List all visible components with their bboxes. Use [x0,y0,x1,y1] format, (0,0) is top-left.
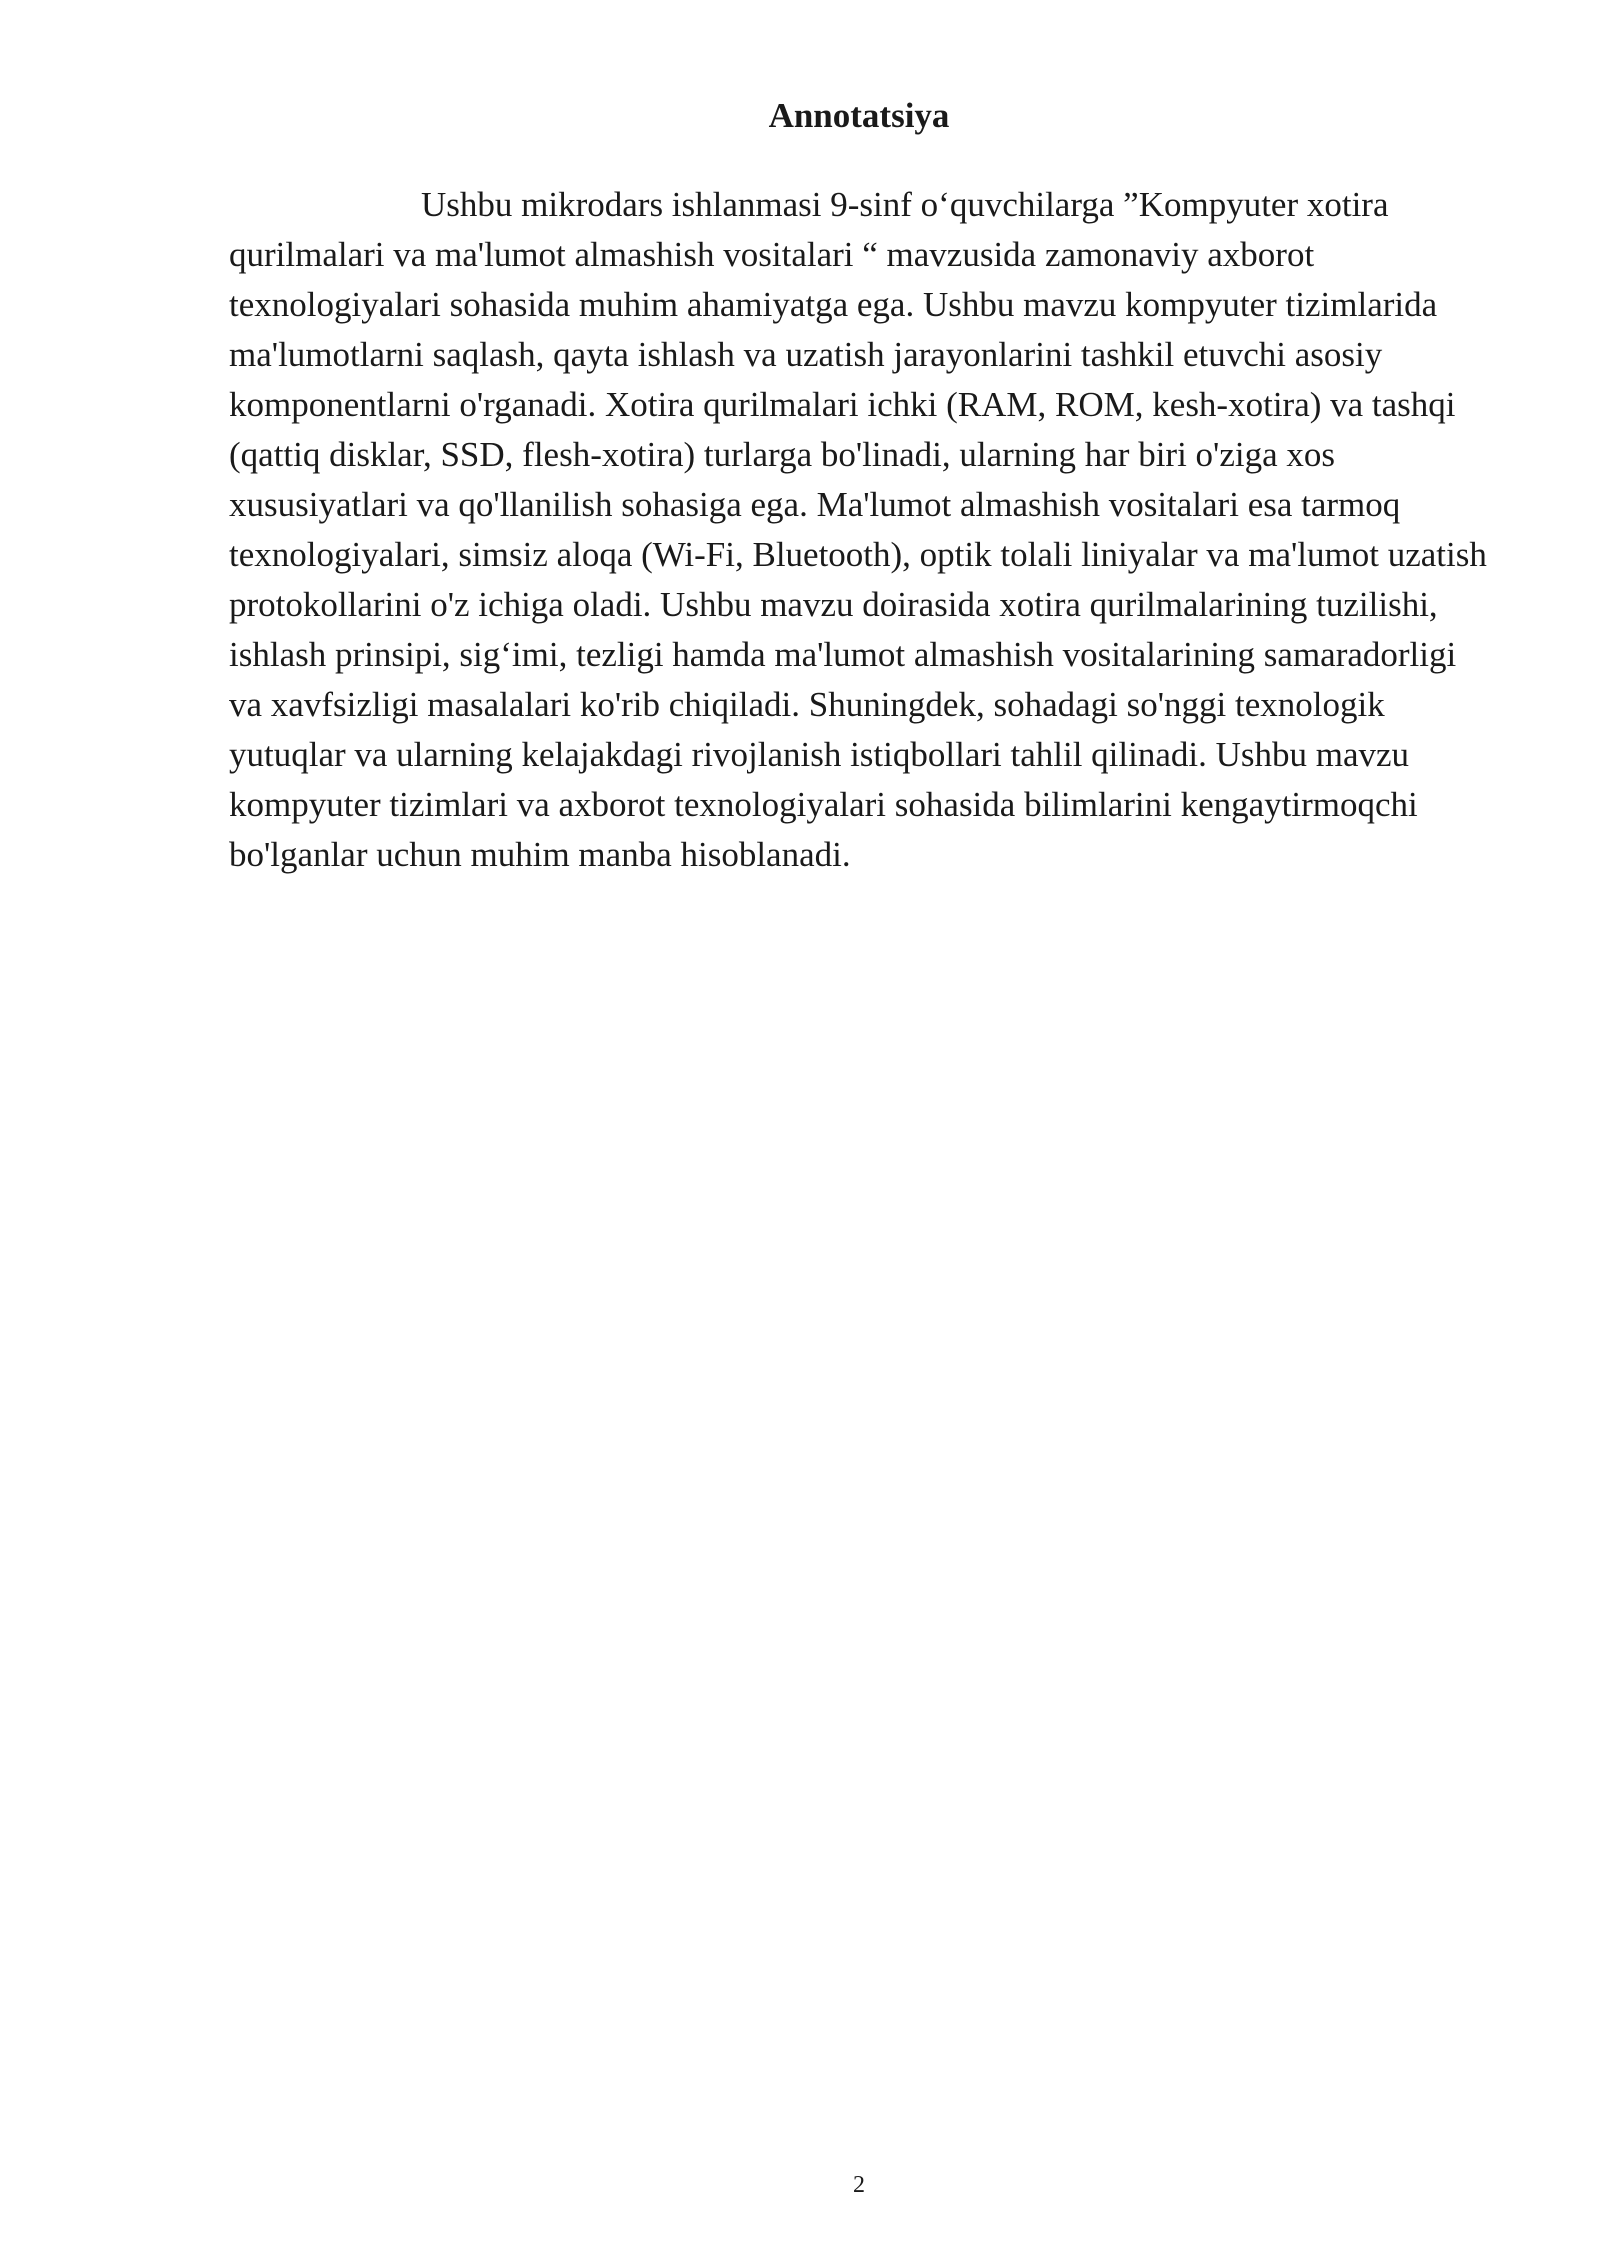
page-number: 2 [853,2172,865,2198]
page-title: Annotatsiya [768,96,950,135]
annotation-paragraph: Ushbu mikrodars ishlanmasi 9-sinf o‘quvchilarga ”Kompyuter xotira qurilmalari va ma'lumot almashish vositalari “ mavzusida zamonaviy axborot texnologiyalari sohasida muhim ahamiyatga ega. Ushbu mavzu kompyuter tizimlarida ma'lumotlarni saqlash, qayta ishlash va uzatish jarayonlarini tashkil etuvchi asosiy komponentlarni o'rganadi. Xotira qurilmalari ichki (RAM, ROM, kesh-xotira) va tashqi (qattiq disklar, SSD, flesh-xotira) turlarga bo'linadi, ularning har biri o'ziga xos xususiyatlari va qo'llanilish sohasiga ega. Ma'lumot almashish vositalari esa tarmoq texnologiyalari, simsiz aloqa (Wi-Fi, Bluetooth), optik tolali liniyalar va ma'lumot uzatish protokollarini o'z ichiga oladi. Ushbu mavzu doirasida xotira qurilmalarining tuzilishi, ishlash prinsipi, sig‘imi, tezligi hamda ma'lumot almashish vositalarining samaradorligi va xavfsizligi masalalari ko'rib chiqiladi. Shuningdek, sohadagi so'nggi texnologik yutuqlar va ularning kelajakdagi rivojlanish istiqbollari tahlil qilinadi. Ushbu mavzu kompyuter tizimlari va axborot texnologiyalari sohasida bilimlarini kengaytirmoqchi bo'lganlar uchun muhim manba hisoblanadi. [229,185,1487,874]
